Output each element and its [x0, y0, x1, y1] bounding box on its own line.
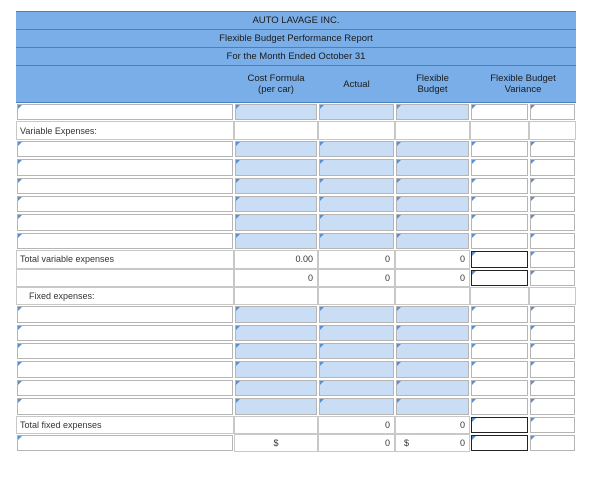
input-cell-r7-c5[interactable] — [530, 233, 575, 249]
input-cell-r15-c4[interactable] — [471, 380, 528, 396]
input-cell-r11-c1[interactable] — [235, 306, 317, 322]
input-cell-r0-c2[interactable] — [319, 104, 394, 120]
blank-cell — [470, 287, 529, 305]
cm-flex-value: 0 — [395, 269, 470, 287]
blank-cell — [234, 287, 318, 305]
input-cell-r14-c3[interactable] — [396, 361, 469, 377]
input-cell-r16-c3[interactable] — [396, 398, 469, 414]
total-var-actual-value: 0 — [318, 250, 395, 268]
input-cell-r7-c1[interactable] — [235, 233, 317, 249]
input-cell-r0-c5[interactable] — [530, 104, 575, 120]
input-cell-r18-c5[interactable] — [530, 435, 575, 451]
report-grid — [16, 103, 576, 452]
input-cell-r3-c5[interactable] — [530, 159, 575, 175]
input-cell-r6-c5[interactable] — [530, 214, 575, 230]
total-var-flex-value: 0 — [395, 250, 470, 268]
blank-cell — [234, 416, 318, 434]
final-actual-value: 0 — [318, 434, 395, 452]
cm-formula-value: 0 — [234, 269, 318, 287]
input-cell-r18-c0[interactable] — [17, 435, 233, 451]
input-cell-r13-c4[interactable] — [471, 343, 528, 359]
input-cell-r17-c5[interactable] — [530, 417, 575, 433]
input-cell-r3-c3[interactable] — [396, 159, 469, 175]
input-cell-r14-c1[interactable] — [235, 361, 317, 377]
report-title: Flexible Budget Performance Report — [16, 30, 576, 48]
input-cell-r3-c4[interactable] — [471, 159, 528, 175]
blank-cell — [234, 121, 318, 139]
input-cell-r13-c1[interactable] — [235, 343, 317, 359]
input-cell-r2-c1[interactable] — [235, 141, 317, 157]
input-cell-r3-c1[interactable] — [235, 159, 317, 175]
input-cell-r4-c2[interactable] — [319, 178, 394, 194]
input-cell-r0-c3[interactable] — [396, 104, 469, 120]
column-header-variance: Flexible Budget Variance — [490, 73, 556, 95]
input-cell-r18-c4[interactable] — [471, 435, 528, 451]
input-cell-r15-c0[interactable] — [17, 380, 233, 396]
input-cell-r8-c5[interactable] — [530, 251, 575, 267]
input-cell-r0-c4[interactable] — [471, 104, 528, 120]
input-cell-r15-c5[interactable] — [530, 380, 575, 396]
input-cell-r0-c0[interactable] — [17, 104, 233, 120]
company-name: AUTO LAVAGE INC. — [16, 11, 576, 30]
input-cell-r9-c4[interactable] — [471, 270, 528, 286]
input-cell-r5-c3[interactable] — [396, 196, 469, 212]
blank-cell — [318, 121, 395, 139]
input-cell-r5-c2[interactable] — [319, 196, 394, 212]
blank-header — [16, 66, 234, 102]
input-cell-r15-c2[interactable] — [319, 380, 394, 396]
input-cell-r15-c3[interactable] — [396, 380, 469, 396]
dollar-sign-actual: $ — [234, 434, 318, 452]
final-flex-value: $ 0 — [395, 434, 470, 452]
input-cell-r6-c1[interactable] — [235, 214, 317, 230]
input-cell-r5-c4[interactable] — [471, 196, 528, 212]
input-cell-r13-c2[interactable] — [319, 343, 394, 359]
dollar-sign-flex: $ — [404, 438, 410, 449]
input-cell-r4-c1[interactable] — [235, 178, 317, 194]
column-header-flexible-budget: Flexible Budget — [416, 73, 449, 95]
total-fixed-flex-value: 0 — [395, 416, 470, 434]
input-cell-r16-c2[interactable] — [319, 398, 394, 414]
input-cell-r12-c5[interactable] — [530, 325, 575, 341]
input-cell-r7-c2[interactable] — [319, 233, 394, 249]
input-cell-r11-c3[interactable] — [396, 306, 469, 322]
input-cell-r6-c4[interactable] — [471, 214, 528, 230]
input-cell-r16-c0[interactable] — [17, 398, 233, 414]
flexible-budget-report — [16, 11, 576, 452]
blank-cell — [395, 287, 470, 305]
input-cell-r14-c4[interactable] — [471, 361, 528, 377]
input-cell-r13-c0[interactable] — [17, 343, 233, 359]
input-cell-r5-c1[interactable] — [235, 196, 317, 212]
input-cell-r12-c3[interactable] — [396, 325, 469, 341]
input-cell-r11-c2[interactable] — [319, 306, 394, 322]
column-headers — [16, 66, 576, 103]
input-cell-r7-c4[interactable] — [471, 233, 528, 249]
input-cell-r12-c1[interactable] — [235, 325, 317, 341]
input-cell-r11-c4[interactable] — [471, 306, 528, 322]
blank-cell — [318, 287, 395, 305]
input-cell-r0-c1[interactable] — [235, 104, 317, 120]
input-cell-r14-c5[interactable] — [530, 361, 575, 377]
blank-cell — [529, 287, 576, 305]
input-cell-r7-c0[interactable] — [17, 233, 233, 249]
input-cell-r15-c1[interactable] — [235, 380, 317, 396]
input-cell-r9-c5[interactable] — [530, 270, 575, 286]
input-cell-r6-c3[interactable] — [396, 214, 469, 230]
column-header-actual: Actual — [343, 78, 370, 90]
input-cell-r3-c2[interactable] — [319, 159, 394, 175]
input-cell-r5-c0[interactable] — [17, 196, 233, 212]
blank-cell — [529, 121, 576, 139]
input-cell-r6-c0[interactable] — [17, 214, 233, 230]
input-cell-r4-c3[interactable] — [396, 178, 469, 194]
input-cell-r16-c1[interactable] — [235, 398, 317, 414]
total-variable-label: Total variable expenses — [16, 250, 234, 268]
total-var-formula-value: 0.00 — [234, 250, 318, 268]
input-cell-r11-c5[interactable] — [530, 306, 575, 322]
fixed-expenses-label: Fixed expenses: — [16, 287, 234, 305]
input-cell-r11-c0[interactable] — [17, 306, 233, 322]
input-cell-r7-c3[interactable] — [396, 233, 469, 249]
input-cell-r6-c2[interactable] — [319, 214, 394, 230]
input-cell-r3-c0[interactable] — [17, 159, 233, 175]
input-cell-r12-c2[interactable] — [319, 325, 394, 341]
variable-expenses-label: Variable Expenses: — [16, 121, 234, 139]
input-cell-r14-c0[interactable] — [17, 361, 233, 377]
input-cell-r17-c4[interactable] — [471, 417, 528, 433]
blank-cell — [395, 121, 470, 139]
total-fixed-label: Total fixed expenses — [16, 416, 234, 434]
input-cell-r12-c0[interactable] — [17, 325, 233, 341]
input-cell-r2-c2[interactable] — [319, 141, 394, 157]
input-cell-r8-c4[interactable] — [471, 251, 528, 267]
input-cell-r4-c4[interactable] — [471, 178, 528, 194]
input-cell-r12-c4[interactable] — [471, 325, 528, 341]
blank-cell — [16, 269, 234, 287]
input-cell-r2-c5[interactable] — [530, 141, 575, 157]
blank-cell — [470, 121, 529, 139]
input-cell-r16-c4[interactable] — [471, 398, 528, 414]
input-cell-r2-c3[interactable] — [396, 141, 469, 157]
report-period: For the Month Ended October 31 — [16, 48, 576, 66]
input-cell-r5-c5[interactable] — [530, 196, 575, 212]
input-cell-r2-c0[interactable] — [17, 141, 233, 157]
column-header-cost-formula: Cost Formula (per car) — [247, 73, 305, 95]
input-cell-r13-c3[interactable] — [396, 343, 469, 359]
input-cell-r4-c5[interactable] — [530, 178, 575, 194]
input-cell-r14-c2[interactable] — [319, 361, 394, 377]
total-fixed-actual-value: 0 — [318, 416, 395, 434]
input-cell-r16-c5[interactable] — [530, 398, 575, 414]
input-cell-r2-c4[interactable] — [471, 141, 528, 157]
input-cell-r4-c0[interactable] — [17, 178, 233, 194]
input-cell-r13-c5[interactable] — [530, 343, 575, 359]
cm-actual-value: 0 — [318, 269, 395, 287]
